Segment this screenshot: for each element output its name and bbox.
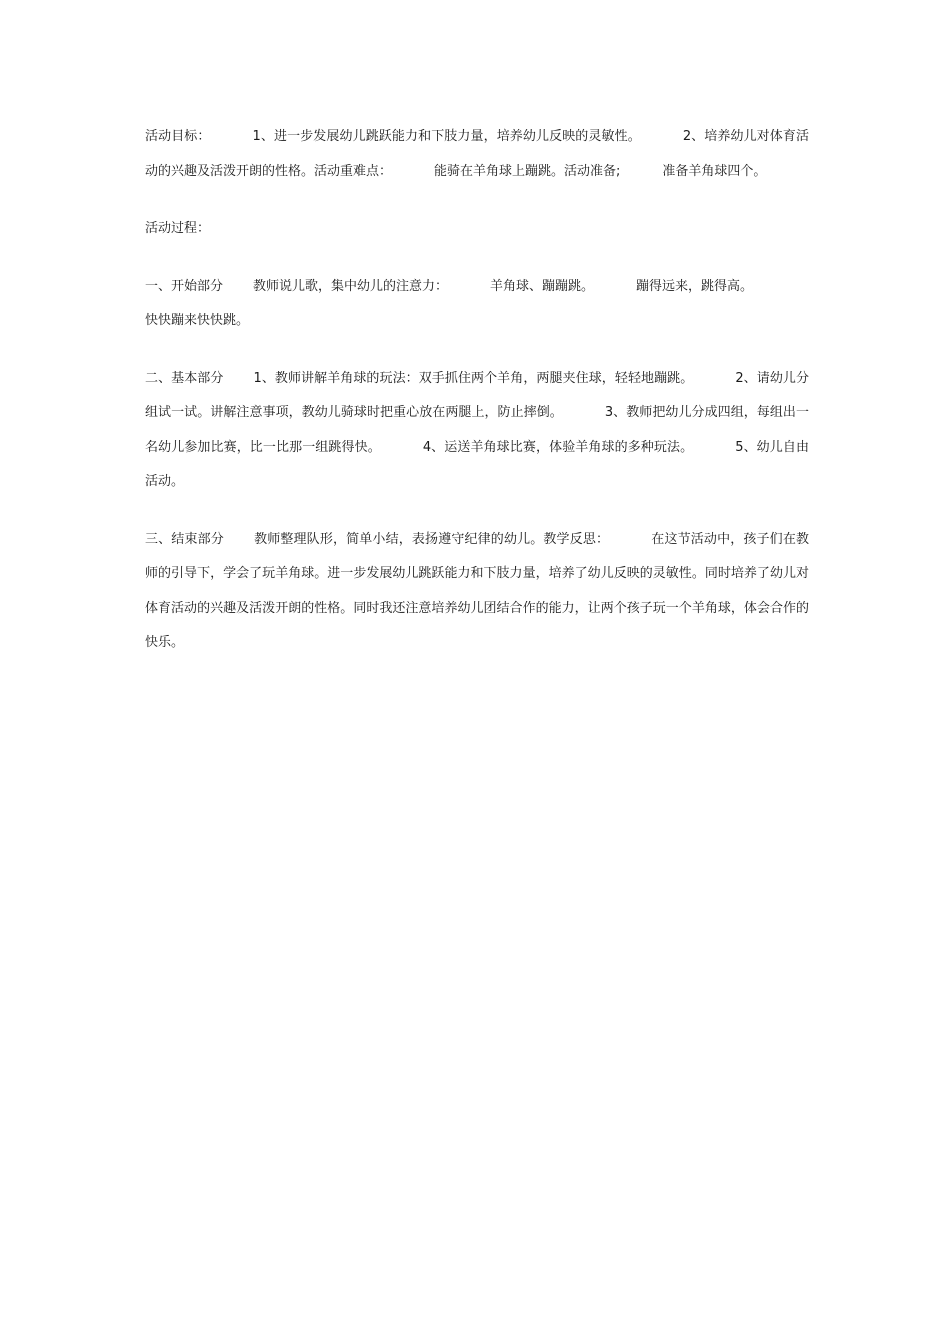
part-two-step-3: 3、教师把幼儿分成四组，每组出一名幼儿参加比赛，比一比那一组跳得快。 (145, 405, 809, 455)
part-two-step-1: 1、教师讲解羊角球的玩法：双手抓住两个羊角，两腿夹住球，轻轻地蹦跳。 (253, 370, 694, 386)
document-body (145, 120, 809, 684)
rhyme-line-2: 蹦得远来，跳得高。 (636, 278, 754, 294)
objective-2: 2、培养幼儿对体育活动的兴趣及活泼开朗的性格。活动重难点： (145, 129, 809, 179)
rhyme-line-1: 羊角球、蹦蹦跳。 (490, 278, 595, 294)
part-two-heading: 二、基本部分 (145, 370, 224, 386)
paragraph-process-heading (145, 212, 809, 247)
part-one-heading: 一、开始部分 (145, 278, 224, 294)
preparation: 准备羊角球四个。 (662, 163, 767, 179)
process-heading: 活动过程： (145, 221, 211, 236)
rhyme-line-3: 快快蹦来快快跳。 (145, 313, 250, 328)
paragraph-part-one (145, 270, 809, 339)
part-one-intro: 教师说儿歌，集中幼儿的注意力： (253, 278, 449, 294)
objectives-heading: 活动目标： (145, 129, 211, 144)
part-three-heading: 三、结束部分 (145, 531, 224, 547)
key-difficulty: 能骑在羊角球上蹦跳。活动准备; (434, 163, 621, 179)
reflection-text: 在这节活动中，孩子们在教师的引导下，学会了玩羊角球。进一步发展幼儿跳跃能力和下肢力量，培养了幼儿反映的灵敏性。同时培养了幼儿对体育活动的兴趣及活泼开朗的性格。同时我还注意培养幼儿团结合作的能力，让两个孩子玩一个羊角球，体会合作的快乐。 (145, 531, 809, 650)
objective-1: 1、进一步发展幼儿跳跃能力和下肢力量，培养幼儿反映的灵敏性。 (252, 129, 641, 144)
part-two-step-5: 5、幼儿自由活动。 (145, 439, 809, 489)
paragraph-objectives (145, 120, 809, 189)
part-two-step-4: 4、运送羊角球比赛，体验羊角球的多种玩法。 (422, 439, 694, 455)
paragraph-part-two (145, 362, 809, 500)
paragraph-part-three (145, 523, 809, 661)
part-three-summary: 教师整理队形，简单小结，表扬遵守纪律的幼儿。教学反思： (253, 531, 610, 547)
part-two-step-2: 2、请幼儿分组试一试。讲解注意事项，教幼儿骑球时把重心放在两腿上，防止摔倒。 (145, 370, 809, 420)
